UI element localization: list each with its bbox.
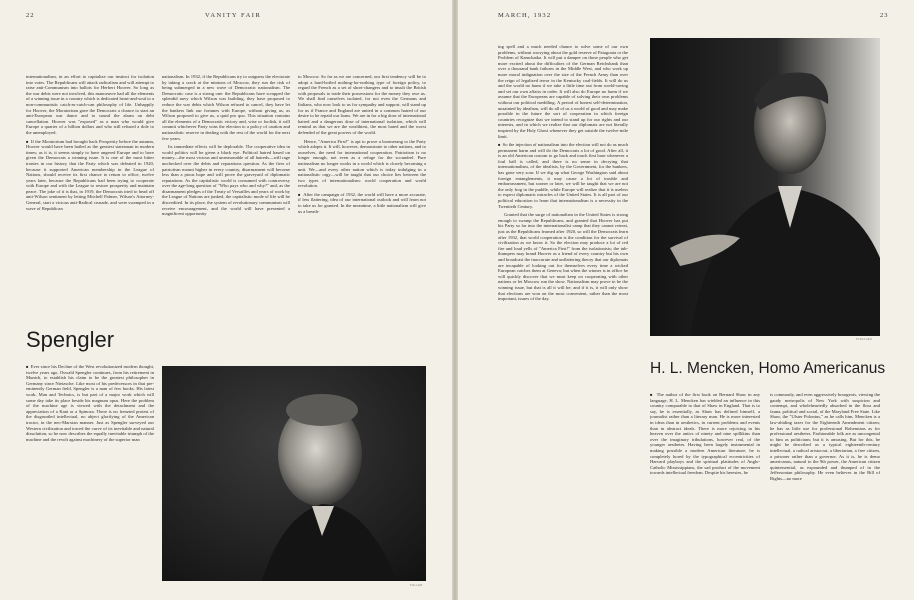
page-number: 22 bbox=[26, 12, 35, 19]
paragraph: ■ Ever since his Decline of the West revolutionized modern thought, twelve years ago, Oswald Spengler continues, from his retirement in Munich, to establish his claim to be the greatest philosopher in Germany since Nietzsche. Like most of his predecessors in that pre-eminently German field, Spengler is a man of few books. His latest work, Man and Technics, is but part of a major work which will some day take its place beside his magnum opus. Here the problem of the machine age is viewed with the detachment and the appreciation of a Kant or a Spinoza. There is no frenzied protest of the disgruntled intellectual, no abject glorifying of the American tractor, in the neo-Marxian manner. Just as Spengler surveyed our Western civilization and traced the curve of its inevitable and natural dissolution, so he now describes the equally inevitable triumph of the machine and the revolt against machinery of the superior man bbox=[26, 364, 154, 442]
paragraph: ■ So the injection of nationalism into the election will not do as much permanent harm and will do the Democrats a lot of good. After all, it is an old American custom to go back and touch first base whenever a foul ball is called, and there is no sense in decrying that internationalism, of the idealists, by the Government, for the bankers, has gone very sour. If we dig up what George Washington said about foreign entanglements, it may cause a lot of trouble and embarrassment, but sooner or later, we will be taught that we are not the only frog in the puddle, while Europe will realize that it is useless to expect diplomatic miracles of the United States. It is all part of our political education to learn that internationalism is a necessity in the Twentieth Century. bbox=[498, 142, 628, 209]
paragraph: to Moscow. So far as we are concerned, our first tendency will be to adopt a hard-boiled nothing-for-nothing type of foreign policy, to regard the French as a set of short-changers and to insult the British with proposals to trade their possessions for the money they owe us. We shall find ourselves isolated, for not even the Germans and Italians, who now look to us for sympathy and support, will stand up for us if France and England are united in a common hatred of our desire to be repaid our loans. We are in for a big dose of international hatred and a dangerous dose of international isolation, which will remind us that we are the wealthiest, the most hated and the worst defended of the great powers of the world. bbox=[298, 74, 426, 135]
running-head: VANITY FAIR bbox=[205, 12, 262, 19]
article-column-2 bbox=[162, 74, 290, 336]
running-head: MARCH, 1932 bbox=[498, 12, 552, 19]
paragraph: ■ If the Moratorium had brought back Prosperity before the autumn, Hoover would have been hailed as the greatest statesman in modern times; as it is, it seems simply to have angered Europe and to have given the Democrats a winning issue. It is one of the most bitter ironies in our history that the Party which was defeated in 1920, because it supported American membership in the League of Nations, should receive its first chance to return to office, twelve years later, because the Republicans had been trying to cooperate with Europe and with the League to restore prosperity and maintain peace. The joke of it is that, in 1919, the Democrats tried to head off anti-Wilson sentiment by letting Mitchell Palmer, Wilson's Attorney-General, start a vicious anti-Radical crusade, and were swamped in a wave of Republican bbox=[26, 139, 154, 212]
spengler-portrait-photo bbox=[162, 366, 426, 581]
paragraph: Granted that the surge of nationalism in the United States is strong enough to swamp the Republicans, and granted that Hoover has put his Party so far into the internationalist camp that they cannot retreat, just as the Republicans learned after 1920, so will the Democrats learn after 1932, that world cooperation is the condition for the survival of civilization as we know it. So the election may produce a lot of red fire and loud yells of "America First!" from the isolationists; the tub-thumpers may brand Hoover as a friend of every country but his own and broadcast the inaccurate and unflattering theory that our diplomats are incapable of looking out for themselves every time a wicked European catches them at Geneva; but when the winner is in office he will quickly discover that we must keep on cooperating with other nations or let Moscow run the show. Nationalism may prove to be the winning issue, but that is all it will be; and if it is, it will only show that elections are won on the most convenient, rather than the most important, issues of the day. bbox=[498, 212, 628, 302]
paragraph: internationalism, in an effort to capitalize our instinct for isolation into votes. The Republicans will attack radicalism and will attempt to raise anti-Communism into ballots for Herbert Hoover. So long as the war debts were not involved, this manoeuvre had all the elements of a winning issue in a country which is dedicated heart-and-soul to a non-communistic catch-as-catch-can philosophy of life. Unhappily for Hoover, the Moratorium gave the Democrats a chance to start an anti-European war dance and to sound the alarm on debt cancellation. Hoover was "exposed" as a man who would give Europe a quarter of a billion dollars and who still refused a dole to the unemployed. bbox=[26, 74, 154, 135]
paragraph: ing spell and a much needed chance to solve some of our own problems, without worrying about the gold reserve of Patagonia or the Problem of Kamchatka. It will put a damper on those people who get more excited about the difficulties of the German Reichsbank than over a thousand bank failures in the Middle West, and who work up more moral indignation over the size of the French Army than over the reign of legalized terror in the Kentucky coal-fields. It will do us and the world no harm if we take a little time out from world-saving and set our own affairs in order. It will also do Europe no harm if we assume that the Europeans are capable of solving their own problems without our political meddling. A period of honest self-determination, unsainted by idealism, will do all of us a world of good and may make possible in the future the sort of cooperation in which foreign countries recognize that we intend to stand up for our rights and our interests, and in which we realize that our diplomats are not literally inspired by the Holy Ghost whenever they get outside the twelve-mile limit. bbox=[498, 44, 628, 139]
paragraph: Its immediate effects will be deplorable. The cooperative idea in world politics will be given a black eye. Political hatred based on money—the most vicious and unreasonable of all hatreds—will rage unchecked over the debts and reparations question. As the fires of patriotism mount higher in every country, disarmament will become less than a pious hope and will prove the graveyard of diplomatic reputations. As the capitalistic world is consumed with controversy over the age-long question of "Who pays who and why?" and, as the disarmament pledges of the Treaty of Versailles and years of work by the League of Nations are junked, the capitalistic mode of life will be discredited. In its place, the system of revolutionary communism will receive encouragement, and the world will have presented a magnificent opportunity bbox=[162, 144, 290, 217]
article-column-continued bbox=[498, 44, 628, 584]
paragraph: is commonly, and even aggressively bourgeois, viewing the gaudy metropolis of New York with suspicion and contempt, and wholeheartedly absorbed in the flora and fauna, political and social, of the Maryland Free State. Like Shaw, the "Ulster Polonius," as he calls him, Mencken is a law-abiding taxer for the Eighteenth Amendment citizen; he has as little use for professional Bohemians as for professional aesthetes. Fashionable folk are as uncongenial to him as politicians; but it is amusing. But for this, he might be described as a typical eighteenth-century intellectual, a radical aristocrat, a libertarian, a free citizen, a prisoner rather than a governor. As it is, he is demo americanus, natural to the 9th power, the American citizen quintessential, as expounded and thumped of in the Jeffersonian philosophy. He even believes in the Bill of Rights—no more bbox=[770, 392, 880, 481]
left-page bbox=[0, 0, 452, 600]
paragraph: nationalism. In 1932, if the Republicans try to outguess the electorate by taking a crack at the minions of Moscow, they run the risk of being submerged in a new wave of Democratic nationalism. The Democratic case is a strong one: the Republicans have scrapped the splendid navy which Wilson was building, they have proposed to reduce the war debts which Wilson refused to cancel, they have let the bankers link our fortunes with Europe, without giving us, as Wilson proposed to give us, a quid pro quo. This situation contains all the elements of a Democratic victory and, wise or foolish, it will commit whichever Party wins the election to a policy of caution and nationalistic reserve in dealing with the rest of the world for the next few years. bbox=[162, 74, 290, 141]
mencken-column-2 bbox=[770, 392, 880, 592]
paragraph: ■ The author of the first book on Bernard Shaw in any language, H. L. Mencken has wielded an influence in this country comparable to that of Shaw in England. That is to say, he is essentially, as Shaw has defined himself, a journalist rather than a literary man. He is more interested in ideas than in aesthetics, in current problems and events than in abstract ideals. There is more rejoicing in his heaven over the antics of ninety and nine spillikins than over the imaginary tribulations, however real, of the younger aesthetes. Having been largely instrumental in making possible a modern American literature, he is completely bored by the typographical eccentricities of Harvard playboys and the spiritual platitudes of Anglo-Catholic Mississippians, the sad product of the movement towards intellectual freedom. Despite his heresies, he bbox=[650, 392, 760, 476]
photo-credit: KOLLER bbox=[410, 584, 423, 587]
portrait-illustration bbox=[650, 38, 880, 336]
mencken-portrait-photo bbox=[650, 38, 880, 336]
page-number: 23 bbox=[880, 12, 889, 19]
photo-credit: STEICHEN bbox=[856, 338, 873, 341]
portrait-illustration bbox=[162, 366, 426, 581]
right-page bbox=[458, 0, 914, 600]
mencken-column-1 bbox=[650, 392, 760, 592]
spengler-column bbox=[26, 364, 154, 588]
article-column-1 bbox=[26, 74, 154, 336]
section-headline: Spengler bbox=[26, 327, 115, 352]
paragraph: Hence, "America First!" is apt to prove a boomerang to the Party which adopts it. It will, however, demonstrate to other nations, and to ourselves, the need for international cooperation. Patriotism is no longer enough, not even as a refuge for the scoundrel. Pure nationalism no longer works in a world which is closely becoming a unit. We—and every other nation which is today indulging in a nationalistic orgy—will be taught that our choice lies between the two types of internationalism: world cooperation and world revolution. bbox=[298, 138, 426, 189]
paragraph: ■ After the campaign of 1932, the world will have a more accurate, if less flattering, idea of our international outlook and will learn not to take us for granted. In the meantime, a little nationalism will give us a breath- bbox=[298, 192, 426, 214]
article-column-3 bbox=[298, 74, 426, 336]
section-headline: H. L. Mencken, Homo Americanus bbox=[650, 360, 886, 377]
